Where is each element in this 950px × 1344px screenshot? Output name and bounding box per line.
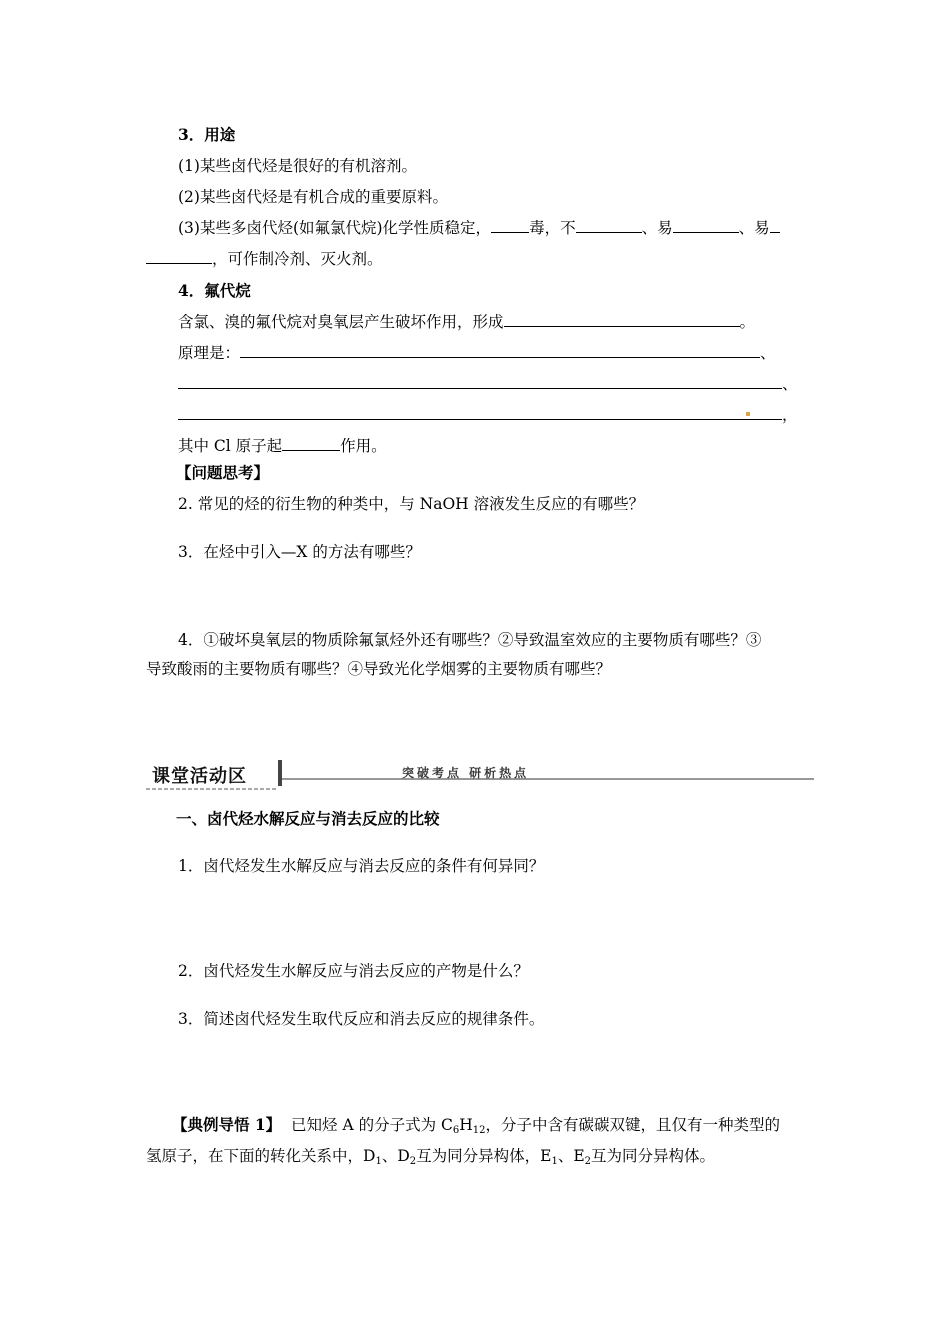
banner-title: 课堂活动区 (152, 766, 247, 787)
uses-item-3-text: (3)某些多卤代烃(如氟氯代烷)化学性质稳定， (178, 219, 492, 237)
cl-role-line (178, 435, 387, 457)
principle-sep-2: 、 (782, 375, 798, 393)
example-text-d: 氢原子，在下面的转化关系中，D (146, 1147, 376, 1165)
formula-sub-c: 6 (452, 1125, 460, 1136)
blank-property-2[interactable] (673, 218, 739, 233)
example-text-a: 已知烃 A 的分子式为 C (291, 1116, 453, 1134)
blank-principle-3[interactable] (178, 405, 782, 420)
question-2: 2. 常见的烃的衍生物的种类中，与 NaOH 溶液发生反应的有哪些？ (178, 495, 645, 513)
uses-item-3-cont (146, 248, 383, 270)
part1-question-1: 1．卤代烃发生水解反应与消去反应的条件有何异同？ (178, 857, 545, 875)
question-4-line-1: 4．①破坏臭氧层的物质除氟氯烃外还有哪些？②导致温室效应的主要物质有哪些？③ (178, 631, 762, 649)
cl-role-text: 其中 Cl 原子起 (178, 437, 283, 455)
questions-label: 【问题思考】 (176, 463, 270, 482)
principle-label: 原理是： (178, 344, 241, 362)
example-label: 【典例导悟 1】 (172, 1115, 282, 1134)
example-text-g: 、E (557, 1147, 585, 1165)
principle-line-2 (178, 373, 798, 395)
sub-e2: 2 (584, 1156, 592, 1167)
question-3: 3．在烃中引入—X 的方法有哪些？ (178, 543, 421, 561)
principle-sep-1: 、 (760, 344, 776, 362)
formula-sub-h: 12 (472, 1125, 486, 1136)
fluoroalkane-end: 。 (739, 313, 756, 331)
example-text-c: ，分子中含有碳碳双键，且仅有一种类型的 (485, 1116, 781, 1134)
cl-role-end: 作用。 (340, 437, 387, 455)
blank-cl-role[interactable] (282, 436, 340, 451)
uses-item-3-text-c: 、易 (641, 219, 673, 237)
banner-subtitle: 突破考点 研析热点 (402, 766, 530, 780)
uses-item-2: (2)某些卤代烃是有机合成的重要原料。 (178, 188, 448, 206)
uses-item-3-text-d: 、易 (738, 219, 770, 237)
principle-sep-3: ， (782, 406, 798, 424)
fluoroalkane-line-1 (178, 311, 755, 333)
fluoroalkane-text: 含氯、溴的氟代烷对臭氧层产生破坏作用，形成 (178, 313, 504, 331)
question-4-line-2: 导致酸雨的主要物质有哪些？④导致光化学烟雾的主要物质有哪些？ (146, 660, 612, 678)
uses-item-3-text-e: ，可作制冷剂、灭火剂。 (212, 250, 383, 268)
uses-item-1: (1)某些卤代烃是很好的有机溶剂。 (178, 157, 417, 175)
blank-ozone-hole[interactable] (504, 312, 740, 327)
blank-principle-1[interactable] (240, 343, 760, 358)
part1-question-2: 2．卤代烃发生水解反应与消去反应的产物是什么？ (178, 962, 529, 980)
part1-heading: 一、卤代烃水解反应与消去反应的比较 (176, 809, 440, 828)
example-text-e: 、D (381, 1147, 410, 1165)
example-line-2 (146, 1145, 715, 1173)
principle-line-1 (178, 342, 776, 364)
uses-item-3 (178, 217, 780, 239)
mark-dot (746, 412, 750, 416)
uses-item-3-text-b: 毒，不 (529, 219, 576, 237)
part1-question-3: 3．简述卤代烃发生取代反应和消去反应的规律条件。 (178, 1010, 545, 1028)
principle-line-3 (178, 404, 798, 426)
blank-property-3-start[interactable] (770, 218, 780, 233)
blank-property-1[interactable] (576, 218, 642, 233)
blank-principle-2[interactable] (178, 374, 782, 389)
blank-property-3[interactable] (146, 249, 212, 264)
blank-toxicity[interactable] (491, 218, 529, 233)
example-text-h: 互为同分异构体。 (591, 1147, 716, 1165)
sub-e1: 1 (551, 1156, 558, 1167)
sub-d2: 2 (409, 1156, 417, 1167)
example-text-b: H (459, 1116, 473, 1134)
example-text-f: 互为同分异构体，E (416, 1147, 552, 1165)
section-heading-fluoroalkane: 4．氟代烷 (178, 281, 251, 300)
example-line-1 (172, 1114, 780, 1142)
section-heading-uses: 3．用途 (178, 125, 236, 144)
sub-d1: 1 (375, 1156, 382, 1167)
